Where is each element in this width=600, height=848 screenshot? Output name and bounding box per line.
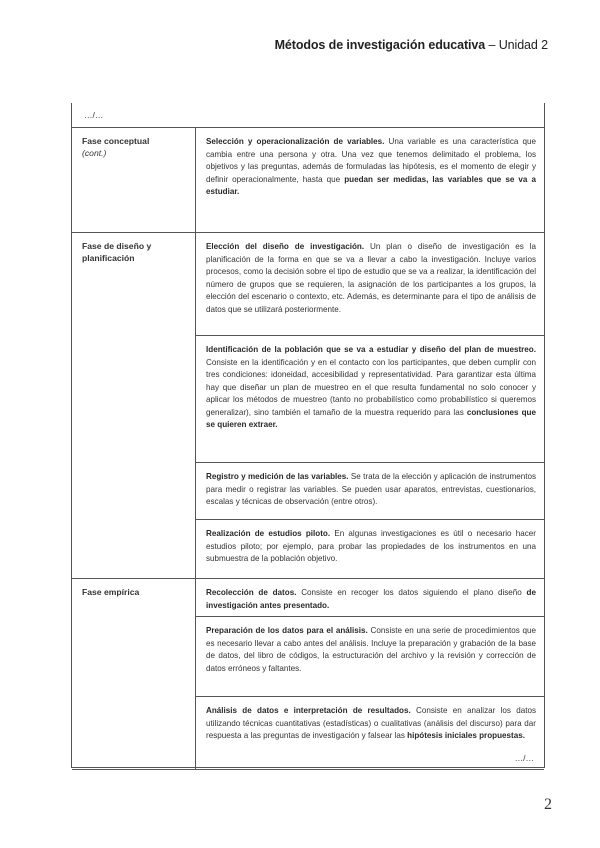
step-cell xyxy=(196,336,544,463)
phases-table xyxy=(71,103,545,768)
step-text: Consiste en analizar los datos utilizando técnicas cuantitativas (estadísticas) o cualitativas (análisis del discurso) para dar respuesta a las preguntas de investigación y falsear las xyxy=(206,706,536,741)
step-cell xyxy=(196,520,544,577)
header-separator: – xyxy=(485,38,499,52)
step-cell xyxy=(196,463,544,520)
table-row xyxy=(72,128,544,233)
step-bold-end: hipótesis iniciales propuestas. xyxy=(407,731,525,741)
step-lead: Registro y medición de las variables. xyxy=(206,472,349,481)
step-text: Una variable es una característica que cambia entre una persona y otra. Una vez que tenemos delimitado el problema, los objetivos y las preguntas, además de formuladas las hipótesis, es el momento de elegir y definir operacionalmente, hasta que xyxy=(206,137,536,184)
step-text: Consiste en la identificación y en el contacto con los participantes, que deben cumplir con tres condiciones: idoneidad, accesibilidad y representatividad. Para garantizar esta última hay que diseñar un plan de muestreo en el que resulta fundamental no solo conocer y aplicar los métodos de muestreo (tanto no probabilístico como probabilístico si queremos generalizar), sino también el tamaño de la muestra requerido para las xyxy=(206,357,536,417)
phase-cells xyxy=(196,233,544,578)
step-lead: Análisis de datos e interpretación de resultados. xyxy=(206,706,411,715)
continuation-top: …/… xyxy=(72,103,544,128)
table-row xyxy=(72,579,544,770)
header-unit: Unidad 2 xyxy=(498,38,548,52)
step-cell xyxy=(196,617,544,697)
step-lead: Elección del diseño de investigación. xyxy=(206,242,365,251)
step-lead: Identificación de la población que se va a estudiar y diseño del plan de muestreo. xyxy=(206,345,536,354)
phase-label xyxy=(72,233,196,578)
phase-title: Fase conceptual xyxy=(82,136,150,146)
continuation-bottom: …/… xyxy=(514,753,534,763)
step-text: En algunas investigaciones es útil o necesario hacer estudios piloto; por ejemplo, para probar las propiedades de los instrumentos en una submuestra de la población objetivo. xyxy=(206,529,536,564)
phase-label xyxy=(72,128,196,232)
phase-label xyxy=(72,579,196,769)
phase-subtitle: (cont.) xyxy=(82,148,107,159)
phase-title: Fase de diseño y planificación xyxy=(82,241,152,264)
running-header xyxy=(275,38,548,52)
step-text: Consiste en una serie de procedimientos que es necesario llevar a cabo antes del análisis. Incluye la preparación y grabación de la base de datos, del libro de códigos, la estructuración del archivo y la revisión y corrección de datos erróneos y faltantes. xyxy=(206,626,536,673)
table-row xyxy=(72,233,544,579)
step-cell xyxy=(196,579,544,617)
step-lead: Preparación de los datos para el análisis. xyxy=(206,626,368,635)
phase-title: Fase empírica xyxy=(82,587,140,597)
phase-cells xyxy=(196,579,544,769)
step-bold-end: de investigación antes presentado. xyxy=(206,588,536,610)
header-title: Métodos de investigación educativa xyxy=(274,38,486,52)
step-cell xyxy=(196,233,544,336)
step-lead: Selección y operacionalización de variables. xyxy=(206,137,385,146)
step-text: Consiste en recoger los datos siguiendo el plano diseño xyxy=(296,588,527,597)
phase-cells xyxy=(196,128,544,232)
step-bold-end: puedan ser medidas, las variables que se va a estudiar. xyxy=(206,174,536,197)
step-cell xyxy=(196,128,544,231)
step-text: Se trata de la elección y aplicación de instrumentos para medir o registrar las variables. Se pueden usar aparatos, entrevistas, cuestionarios, escalas y técnicas de observación (entre otros). xyxy=(206,472,536,507)
step-text: Un plan o diseño de investigación es la planificación de la forma en que se va a llevar a cabo la investigación. Incluye varios procesos, como la decisión sobre el tipo de estudio que se va a realizar, la identificación del número de grupos que se requieren, la asignación de los participantes a los grupos, la elección del escenario o contexto, etc. Además, es determinante para el tipo de análisis de datos que se utilizará posteriormente. xyxy=(206,242,536,314)
step-bold-end: conclusiones que se quieren extraer. xyxy=(206,407,536,430)
step-lead: Recolección de datos. xyxy=(206,588,297,597)
page-number: 2 xyxy=(544,796,552,813)
step-lead: Realización de estudios piloto. xyxy=(206,529,331,538)
